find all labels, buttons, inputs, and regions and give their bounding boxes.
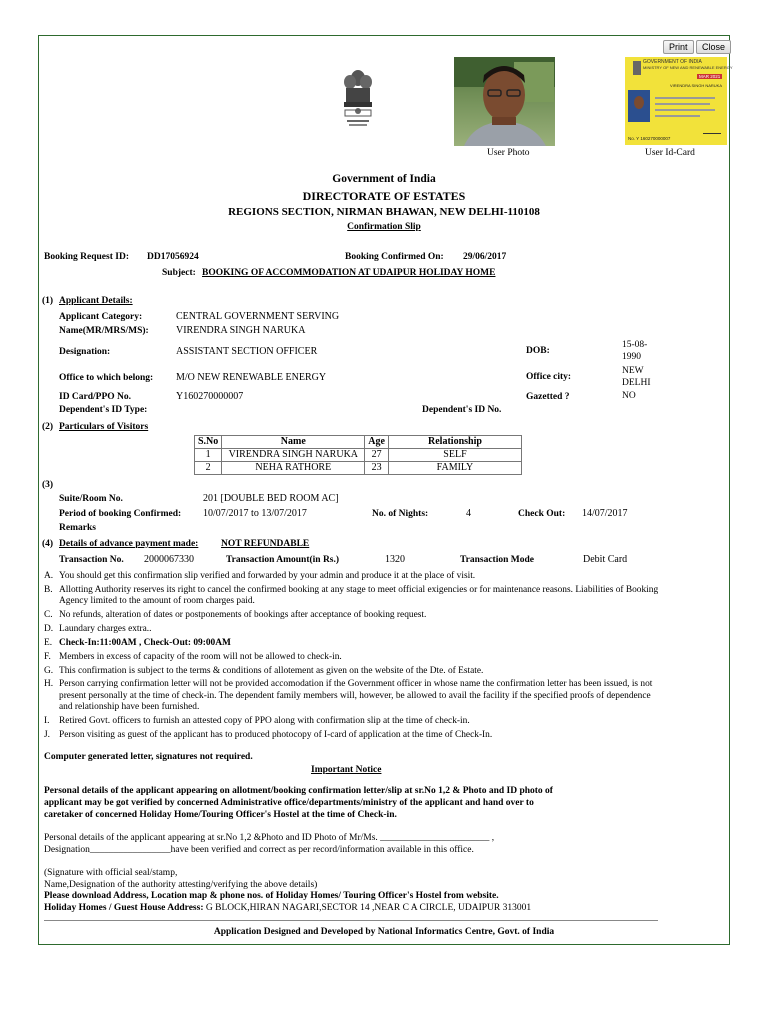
table-row: [195, 449, 522, 462]
cell-name: NEHA RATHORE: [222, 462, 365, 475]
terms-item: [44, 585, 664, 607]
id-card-number: No. Y 160270000007: [628, 136, 671, 141]
cell-sno: 1: [195, 449, 222, 462]
terms-item: [44, 730, 664, 741]
dependent-id-type-label: Dependent's ID Type:: [59, 405, 148, 415]
dob-value-line2: 1990: [622, 352, 641, 362]
verification-line-2: Designation_________________have been verified and correct as per record/information available in this office.: [44, 845, 474, 855]
transaction-no-value: 2000067330: [144, 554, 194, 565]
user-id-card-caption: User Id-Card: [645, 148, 695, 158]
visitors-heading: Particulars of Visitors: [59, 422, 149, 432]
terms-item-text: Person carrying confirmation letter will not be provided accomodation if the Government officer in whose name the confirmation letter has been issued, is not present personally at the time of check-in. The dependent family members will, however, be allowed to avail the facility if the specified proofs of dependence and relationship have been furnished.: [59, 679, 653, 712]
terms-item-letter: C.: [44, 609, 53, 620]
directorate-title: DIRECTORATE OF ESTATES: [302, 189, 466, 203]
notice-line-1: Personal details of the applicant appearing on allotment/booking confirmation letter/slip at sr.No 1,2 & Photo and ID photo of: [44, 786, 553, 796]
transaction-amount-label: Transaction Amount(in Rs.): [226, 555, 340, 565]
nights-label: No. of Nights:: [372, 509, 429, 519]
terms-item-text: No refunds, alteration of dates or postponements of bookings after acceptance of booking request.: [59, 609, 427, 620]
terms-item-text: Members in excess of capacity of the room will not be allowed to check-in.: [59, 651, 342, 662]
close-button[interactable]: Close: [696, 40, 731, 54]
cell-age: 27: [365, 449, 389, 462]
subject-label: Subject:: [162, 268, 196, 278]
column-header-age: Age: [365, 436, 389, 449]
section-4-number: (4): [42, 539, 54, 549]
terms-item-text: Allotting Authority reserves its right to cancel the confirmed booking at any stage to meet official exigencies or for maintenance reasons. Liabilities of Booking Agency limited to the amount of room charges paid.: [59, 584, 659, 607]
footer-divider: [44, 920, 658, 921]
cell-name: VIRENDRA SINGH NARUKA: [222, 449, 365, 462]
terms-item: [44, 571, 664, 582]
address-value: G BLOCK,HIRAN NAGARI,SECTOR 14 ,NEAR C A CIRCLE, UDAIPUR 313001: [205, 903, 532, 913]
suite-label: Suite/Room No.: [59, 494, 123, 504]
section-1-number: (1): [42, 296, 54, 306]
terms-item: [44, 716, 664, 727]
terms-item-letter: A.: [44, 571, 54, 581]
notice-line-3: caretaker of concerned Holiday Home/Touring Officer's Hostel at the time of Check-in.: [44, 810, 397, 820]
terms-item: [44, 638, 664, 649]
cell-age: 23: [365, 462, 389, 475]
column-header-relationship: Relationship: [388, 436, 521, 449]
user-id-card: [625, 57, 733, 145]
gazetted-value: NO: [622, 391, 636, 401]
booking-request-id: DD17056924: [147, 252, 199, 262]
terms-item: [44, 679, 664, 713]
id-card-photo: [628, 90, 650, 122]
terms-item-letter: B.: [44, 584, 53, 595]
booking-confirmed-date: 29/06/2017: [463, 252, 507, 262]
refund-status: NOT REFUNDABLE: [221, 539, 310, 549]
id-card-dept: MINISTRY OF NEW AND RENEWABLE ENERGY: [643, 65, 733, 70]
page-frame: [38, 35, 733, 945]
nights-value: 4: [466, 508, 471, 519]
id-card-valid: MAR 2021: [699, 74, 721, 79]
table-header-row: [195, 436, 522, 449]
section-2-number: (2): [42, 422, 54, 432]
terms-item-text: You should get this confirmation slip verified and forwarded by your admin and produce it at the place of visit.: [59, 571, 476, 581]
national-emblem-icon: [341, 68, 375, 134]
terms-item-letter: E.: [44, 637, 53, 648]
terms-item-letter: D.: [44, 623, 54, 634]
dependent-id-no-label: Dependent's ID No.: [422, 405, 502, 415]
remarks-label: Remarks: [59, 523, 96, 533]
terms-item-letter: F.: [44, 651, 51, 662]
signature-line-1: (Signature with official seal/stamp,: [44, 868, 178, 878]
user-photo-caption: User Photo: [487, 148, 530, 158]
terms-item-text: Laundary charges extra..: [59, 623, 152, 634]
transaction-mode-value: Debit Card: [583, 554, 628, 565]
transaction-amount-value: 1320: [385, 554, 405, 565]
column-header-sno: S.No: [195, 436, 222, 449]
name-value: VIRENDRA SINGH NARUKA: [176, 325, 306, 336]
terms-list: [44, 571, 664, 744]
terms-item-letter: J.: [44, 729, 50, 740]
address-line: [44, 903, 531, 913]
government-title: Government of India: [332, 173, 436, 185]
idcard-label: ID Card/PPO No.: [59, 392, 132, 402]
transaction-no-label: Transaction No.: [59, 555, 124, 565]
terms-item-text: Check-In:11:00AM , Check-Out: 09:00AM: [59, 637, 231, 648]
suite-value: 201 [DOUBLE BED ROOM AC]: [203, 493, 339, 504]
period-value: 10/07/2017 to 13/07/2017: [203, 508, 307, 519]
terms-item-text: Person visiting as guest of the applicant has to produced photocopy of I-card of application at the time of Check-In.: [59, 729, 493, 740]
office-value: M/O NEW RENEWABLE ENERGY: [176, 372, 327, 383]
notice-line-2: applicant may be got verified by concerned Administrative office/departments/ministry of the applicant and hand over to: [44, 798, 534, 808]
gazetted-label: Gazetted ?: [526, 392, 570, 402]
important-notice-heading: Important Notice: [311, 765, 382, 775]
booking-confirmed-label: Booking Confirmed On:: [345, 252, 444, 262]
subject-text: BOOKING OF ACCOMMODATION AT UDAIPUR HOLIDAY HOME: [202, 268, 496, 278]
office-label: Office to which belong:: [59, 373, 154, 383]
designation-value: ASSISTANT SECTION OFFICER: [176, 346, 318, 357]
terms-item-text: This confirmation is subject to the terms & conditions of allotement as given on the website of the Dte. of Estate.: [59, 665, 484, 676]
designation-label: Designation:: [59, 347, 111, 357]
verification-line-1: Personal details of the applicant appearing at sr.No 1,2 &Photo and ID Photo of Mr/Ms. _______________________ ,: [44, 833, 495, 843]
signature-line-2: Name,Designation of the authority attesting/verifying the above details): [44, 880, 318, 890]
id-card-emblem-icon: [633, 61, 641, 75]
user-photo: [454, 57, 555, 146]
terms-item-letter: G.: [44, 665, 54, 676]
cell-relationship: SELF: [388, 449, 521, 462]
terms-item-letter: H.: [44, 679, 54, 690]
payment-heading: Details of advance payment made:: [59, 539, 199, 549]
section-3-number: (3): [42, 480, 54, 490]
visitors-table: [194, 435, 522, 475]
dob-label: DOB:: [526, 346, 550, 356]
cell-sno: 2: [195, 462, 222, 475]
office-city-line1: NEW: [622, 366, 644, 376]
terms-item-letter: I.: [44, 715, 50, 726]
checkout-label: Check Out:: [518, 509, 566, 519]
computer-generated-note: Computer generated letter, signatures not required.: [44, 752, 253, 762]
terms-item: [44, 610, 664, 621]
period-label: Period of booking Confirmed:: [59, 509, 182, 519]
idcard-value: Y160270000007: [176, 391, 244, 402]
cell-relationship: FAMILY: [388, 462, 521, 475]
print-button[interactable]: Print: [663, 40, 694, 54]
table-row: [195, 462, 522, 475]
column-header-name: Name: [222, 436, 365, 449]
category-label: Applicant Category:: [59, 312, 143, 322]
applicant-details-heading: Applicant Details:: [59, 296, 133, 306]
id-card-signature: [703, 117, 721, 134]
office-city-label: Office city:: [526, 372, 572, 382]
download-note: Please download Address, Location map & phone nos. of Holiday Homes/ Touring Officer's Hostel from website.: [44, 891, 499, 901]
address-label: Holiday Homes / Guest House Address:: [44, 903, 204, 913]
category-value: CENTRAL GOVERNMENT SERVING: [176, 311, 340, 322]
terms-item: [44, 652, 664, 663]
booking-request-label: Booking Request ID:: [44, 252, 129, 262]
nic-credit: Application Designed and Developed by National Informatics Centre, Govt. of India: [213, 927, 555, 937]
id-card-name: VIRENDRA SINGH NARUKA: [670, 83, 723, 88]
terms-item: [44, 624, 664, 635]
region-title: REGIONS SECTION, NIRMAN BHAWAN, NEW DELHI-110108: [228, 206, 540, 218]
checkout-value: 14/07/2017: [582, 508, 628, 519]
terms-item-text: Retired Govt. officers to furnish an attested copy of PPO along with confirmation slip at the time of check-in.: [59, 715, 470, 726]
name-label: Name(MR/MRS/MS):: [59, 326, 149, 336]
terms-item: [44, 666, 664, 677]
dob-value-line1: 15-08-: [622, 340, 648, 350]
confirmation-slip-title: Confirmation Slip: [347, 222, 421, 232]
id-card-header: GOVERNMENT OF INDIA: [643, 59, 702, 65]
transaction-mode-label: Transaction Mode: [460, 555, 534, 565]
office-city-line2: DELHI: [622, 378, 651, 388]
